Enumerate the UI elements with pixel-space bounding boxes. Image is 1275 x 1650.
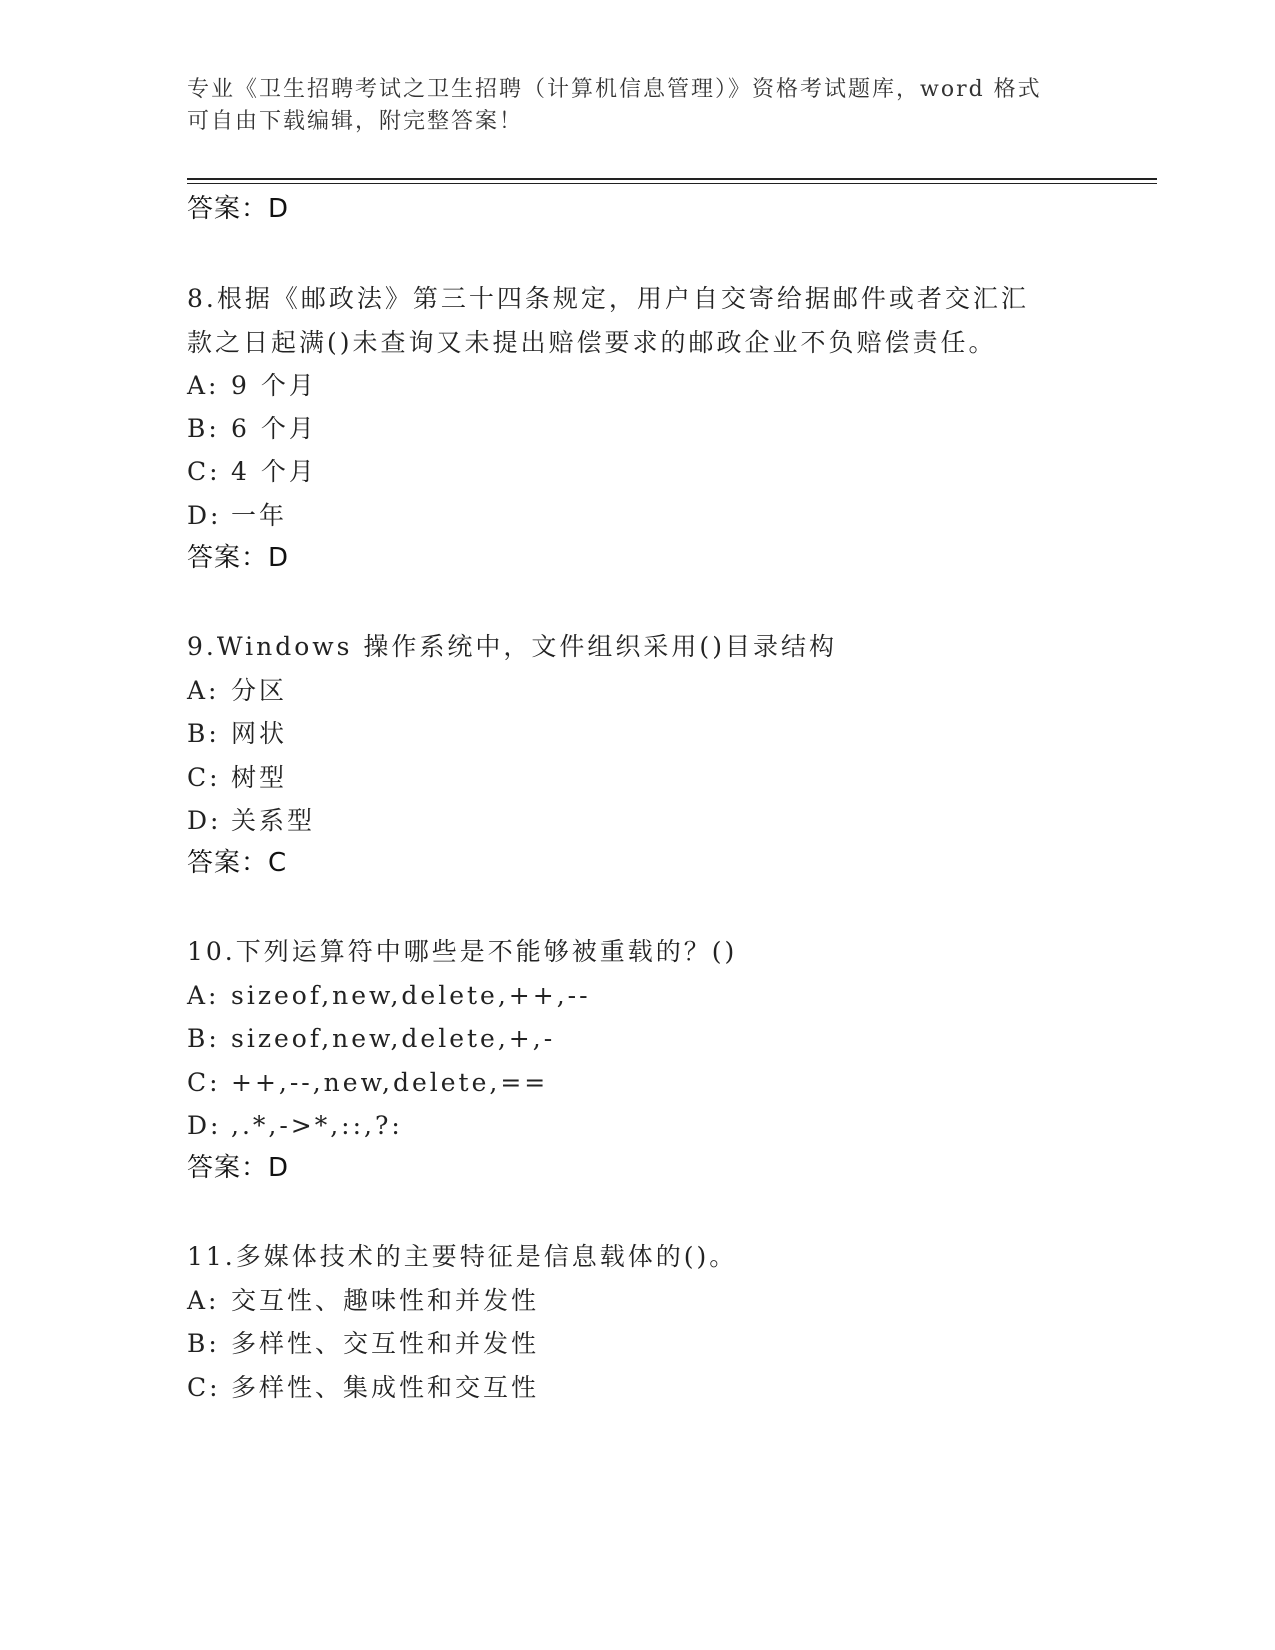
- question-9-stem: 9.Windows 操作系统中，文件组织采用()目录结构: [187, 632, 837, 661]
- question-9-option-b: B: 网状: [187, 719, 288, 748]
- question-8-answer: 答案：D: [187, 543, 290, 573]
- question-8-option-a: A: 9 个月: [187, 371, 317, 400]
- question-10-option-c: C: ++,--,new,delete,==: [187, 1068, 549, 1097]
- question-10-option-d: D: ,.*,->*,::,?:: [187, 1111, 403, 1140]
- question-8-option-c: C: 4 个月: [187, 457, 317, 486]
- question-9-option-d: D: 关系型: [187, 806, 316, 835]
- question-8-stem-line-1: 8.根据《邮政法》第三十四条规定，用户自交寄给据邮件或者交汇汇: [187, 284, 1029, 313]
- question-10-answer: 答案：D: [187, 1153, 290, 1183]
- question-11-option-c: C: 多样性、集成性和交互性: [187, 1373, 540, 1402]
- question-9-option-a: A: 分区: [187, 676, 288, 705]
- question-8-option-b: B: 6 个月: [187, 414, 317, 443]
- question-10-stem: 10.下列运算符中哪些是不能够被重载的？(): [187, 937, 738, 966]
- question-11-option-b: B: 多样性、交互性和并发性: [187, 1329, 540, 1358]
- previous-answer: 答案：D: [187, 194, 290, 224]
- question-9-answer: 答案：C: [187, 848, 288, 878]
- header-divider: [187, 178, 1157, 180]
- question-9-option-c: C: 树型: [187, 763, 288, 792]
- question-10-option-b: B: sizeof,new,delete,+,-: [187, 1024, 556, 1053]
- header-divider-thin: [187, 183, 1157, 184]
- question-11-stem: 11.多媒体技术的主要特征是信息载体的()。: [187, 1242, 738, 1271]
- question-8-option-d: D: 一年: [187, 501, 288, 530]
- document-header: [187, 74, 1067, 138]
- question-10-option-a: A: sizeof,new,delete,++,--: [187, 981, 591, 1010]
- question-11-option-a: A: 交互性、趣味性和并发性: [187, 1286, 540, 1315]
- header-line-2: 可自由下载编辑，附完整答案！: [187, 109, 524, 134]
- header-line-1: 专业《卫生招聘考试之卫生招聘（计算机信息管理）》资格考试题库，word 格式: [187, 77, 1042, 102]
- question-8-stem-line-2: 款之日起满()未查询又未提出赔偿要求的邮政企业不负赔偿责任。: [187, 328, 997, 357]
